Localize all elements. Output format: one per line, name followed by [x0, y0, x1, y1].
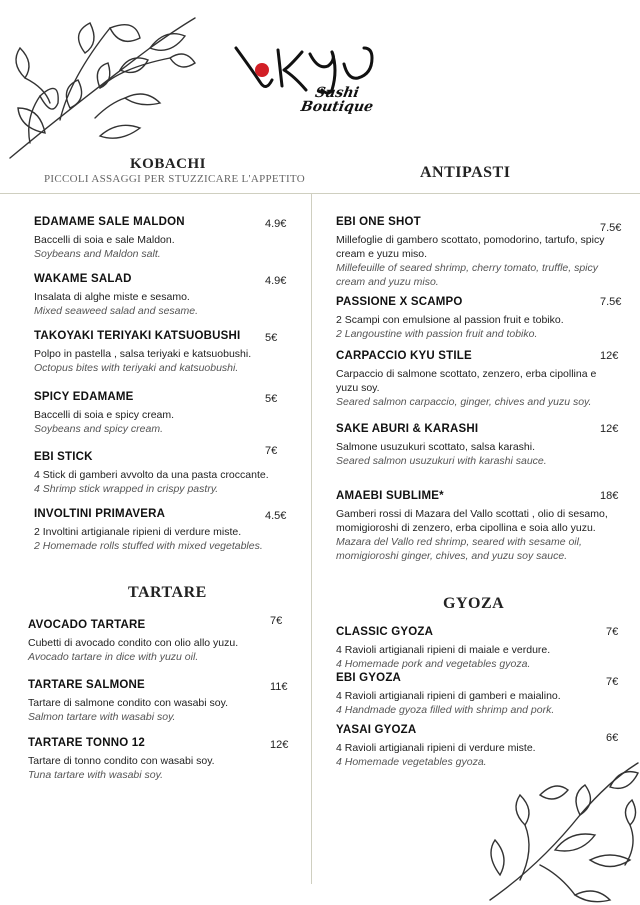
menu-item-name: SAKE ABURI & KARASHI: [336, 423, 479, 435]
menu-item: [336, 423, 621, 468]
menu-item-description-it: Gamberi rossi di Mazara del Vallo scottati , olio di sesamo, momigioroshi di zenzero, erba cipollina e soia allo yuzu.: [336, 508, 608, 534]
menu-item-description-it: Polpo in pastella , salsa teriyaki e katsuobushi.: [34, 348, 252, 360]
menu-item-description: [34, 290, 299, 318]
menu-item-name: TAKOYAKI TERIYAKI KATSUOBUSHI: [34, 330, 241, 342]
menu-item-price: 12€: [600, 423, 619, 435]
menu-item-description-en: Seared salmon usuzukuri with karashi sauce.: [336, 455, 547, 467]
menu-item-description-it: Salmone usuzukuri scottato, salsa karashi.: [336, 441, 536, 453]
menu-item-description-en: Mazara del Vallo red shrimp, seared with sesame oil, momigioroshi ginger, chives, and yuzu soy sauce.: [336, 536, 582, 562]
menu-item-description-en: 2 Homemade rolls stuffed with mixed vegetables.: [34, 540, 263, 552]
menu-item-description-en: 4 Homemade vegetables gyoza.: [336, 756, 487, 768]
menu-item-description-en: Soybeans and Maldon salt.: [34, 248, 161, 260]
horizontal-divider: [0, 193, 640, 194]
menu-item-price: 6€: [606, 732, 619, 744]
menu-item: [28, 619, 293, 664]
gyoza-title: GYOZA: [443, 595, 505, 612]
menu-item-description-en: 4 Homemade pork and vegetables gyoza.: [336, 658, 531, 670]
menu-item-price: 4.9€: [265, 218, 287, 230]
menu-item-price: 4.5€: [265, 510, 287, 522]
menu-item-price: 18€: [600, 490, 619, 502]
menu-item-price: 7€: [606, 626, 619, 638]
menu-item-description-en: 4 Handmade gyoza filled with shrimp and pork.: [336, 704, 555, 716]
leaf-branch-decoration-bottom: [480, 755, 640, 905]
menu-item-description-it: Insalata di alghe miste e sesamo.: [34, 291, 190, 303]
menu-item-description-it: 4 Ravioli artigianali ripieni di gamberi e maialino.: [336, 690, 561, 702]
menu-item: [34, 451, 299, 496]
kobachi-subtitle: PICCOLI ASSAGGI PER STUZZICARE L'APPETITO: [44, 173, 305, 185]
menu-item: [336, 672, 621, 717]
menu-item-description-it: 4 Ravioli artigianali ripieni di maiale e verdure.: [336, 644, 551, 656]
menu-item: [34, 216, 299, 261]
menu-item: [34, 508, 299, 553]
menu-item-name: EDAMAME SALE MALDON: [34, 216, 185, 228]
menu-item-description: [34, 408, 299, 436]
menu-item-price: 12€: [600, 350, 619, 362]
menu-item-price: 12€: [270, 739, 289, 751]
menu-item: [336, 350, 621, 409]
menu-item-name: WAKAME SALAD: [34, 273, 132, 285]
menu-item: [336, 724, 621, 769]
menu-item-description-it: Carpaccio di salmone scottato, zenzero, erba cipollina e yuzu soy.: [336, 368, 597, 394]
menu-item-description: [336, 689, 621, 717]
menu-item-description-en: Avocado tartare in dice with yuzu oil.: [28, 651, 199, 663]
menu-item-name: EBI ONE SHOT: [336, 216, 421, 228]
menu-item-price: 7.5€: [600, 222, 622, 234]
menu-item-description: [336, 507, 621, 563]
vertical-divider: [311, 194, 312, 884]
menu-item-description-en: Salmon tartare with wasabi soy.: [28, 711, 176, 723]
menu-item-description: [336, 367, 621, 409]
kobachi-title: KOBACHI: [130, 156, 207, 172]
menu-item-name: INVOLTINI PRIMAVERA: [34, 508, 166, 520]
menu-item-description: [28, 754, 293, 782]
menu-item-description: [34, 468, 299, 496]
menu-item-price: 5€: [265, 393, 278, 405]
tartare-title: TARTARE: [128, 584, 207, 601]
menu-item-description-en: 2 Langoustine with passion fruit and tobiko.: [336, 328, 538, 340]
menu-item-description-it: Cubetti di avocado condito con olio allo yuzu.: [28, 637, 239, 649]
menu-item-description-en: Octopus bites with teriyaki and katsuobushi.: [34, 362, 239, 374]
menu-item-description-en: Seared salmon carpaccio, ginger, chives and yuzu soy.: [336, 396, 592, 408]
leaf-branch-decoration-top: [0, 8, 200, 168]
menu-item-description-it: Baccelli di soia e spicy cream.: [34, 409, 175, 421]
menu-item-description-it: Tartare di salmone condito con wasabi soy.: [28, 697, 228, 709]
menu-item-description-it: Tartare di tonno condito con wasabi soy.: [28, 755, 215, 767]
menu-item-description-en: Soybeans and spicy cream.: [34, 423, 163, 435]
menu-item: [28, 737, 293, 782]
menu-item-description: [34, 347, 299, 375]
menu-item-description-en: Millefeuille of seared shrimp, cherry tomato, truffle, spicy cream and yuzu miso.: [336, 262, 599, 288]
menu-item-name: YASAI GYOZA: [336, 724, 417, 736]
menu-item-price: 7€: [265, 445, 278, 457]
brand-line-boutique: Boutique: [299, 99, 375, 115]
menu-item-description-it: Millefoglie di gambero scottato, pomodorino, tartufo, spicy cream e yuzu miso.: [336, 234, 605, 260]
menu-item: [336, 296, 621, 341]
menu-item-name: EBI STICK: [34, 451, 93, 463]
menu-item-description-it: Baccelli di soia e sale Maldon.: [34, 234, 175, 246]
menu-item-name: TARTARE SALMONE: [28, 679, 145, 691]
menu-item-name: PASSIONE X SCAMPO: [336, 296, 463, 308]
menu-item-description-it: 2 Scampi con emulsione al passion fruit e tobiko.: [336, 314, 564, 326]
menu-item: [34, 391, 299, 436]
menu-item-description-it: 4 Ravioli artigianali ripieni di verdure miste.: [336, 742, 536, 754]
menu-item-description: [34, 233, 299, 261]
menu-item-description-en: 4 Shrimp stick wrapped in crispy pastry.: [34, 483, 219, 495]
menu-item-price: 7€: [270, 615, 283, 627]
menu-item-price: 5€: [265, 332, 278, 344]
menu-item-name: TARTARE TONNO 12: [28, 737, 145, 749]
menu-item-name: SPICY EDAMAME: [34, 391, 134, 403]
menu-item-description: [34, 525, 299, 553]
menu-item-price: 7€: [606, 676, 619, 688]
menu-item-description: [336, 643, 621, 671]
menu-item: [34, 330, 299, 375]
menu-item-description: [28, 696, 293, 724]
menu-item: [336, 490, 621, 563]
menu-item-description: [336, 741, 621, 769]
menu-item-description-it: 2 Involtini artigianale ripieni di verdure miste.: [34, 526, 242, 538]
brand-line-sushi: Sushi: [313, 85, 361, 101]
menu-item-description-en: Tuna tartare with wasabi soy.: [28, 769, 164, 781]
menu-item-description: [336, 313, 621, 341]
menu-item-price: 4.9€: [265, 275, 287, 287]
brand-subtitle: [292, 86, 382, 114]
menu-item-description: [336, 233, 621, 289]
menu-item: [34, 273, 299, 318]
menu-item-name: CARPACCIO KYU STILE: [336, 350, 472, 362]
menu-item-name: AMAEBI SUBLIME*: [336, 490, 444, 502]
menu-item-description-en: Mixed seaweed salad and sesame.: [34, 305, 199, 317]
menu-item-description: [336, 440, 621, 468]
menu-item: [336, 216, 621, 289]
menu-item-name: CLASSIC GYOZA: [336, 626, 434, 638]
antipasti-title: ANTIPASTI: [420, 164, 511, 181]
menu-item: [28, 679, 293, 724]
menu-item-description-it: 4 Stick di gamberi avvolto da una pasta croccante.: [34, 469, 269, 481]
menu-item: [336, 626, 621, 671]
menu-item-name: AVOCADO TARTARE: [28, 619, 146, 631]
menu-item-price: 11€: [270, 681, 288, 693]
menu-item-description: [28, 636, 293, 664]
menu-item-name: EBI GYOZA: [336, 672, 402, 684]
menu-item-price: 7.5€: [600, 296, 622, 308]
